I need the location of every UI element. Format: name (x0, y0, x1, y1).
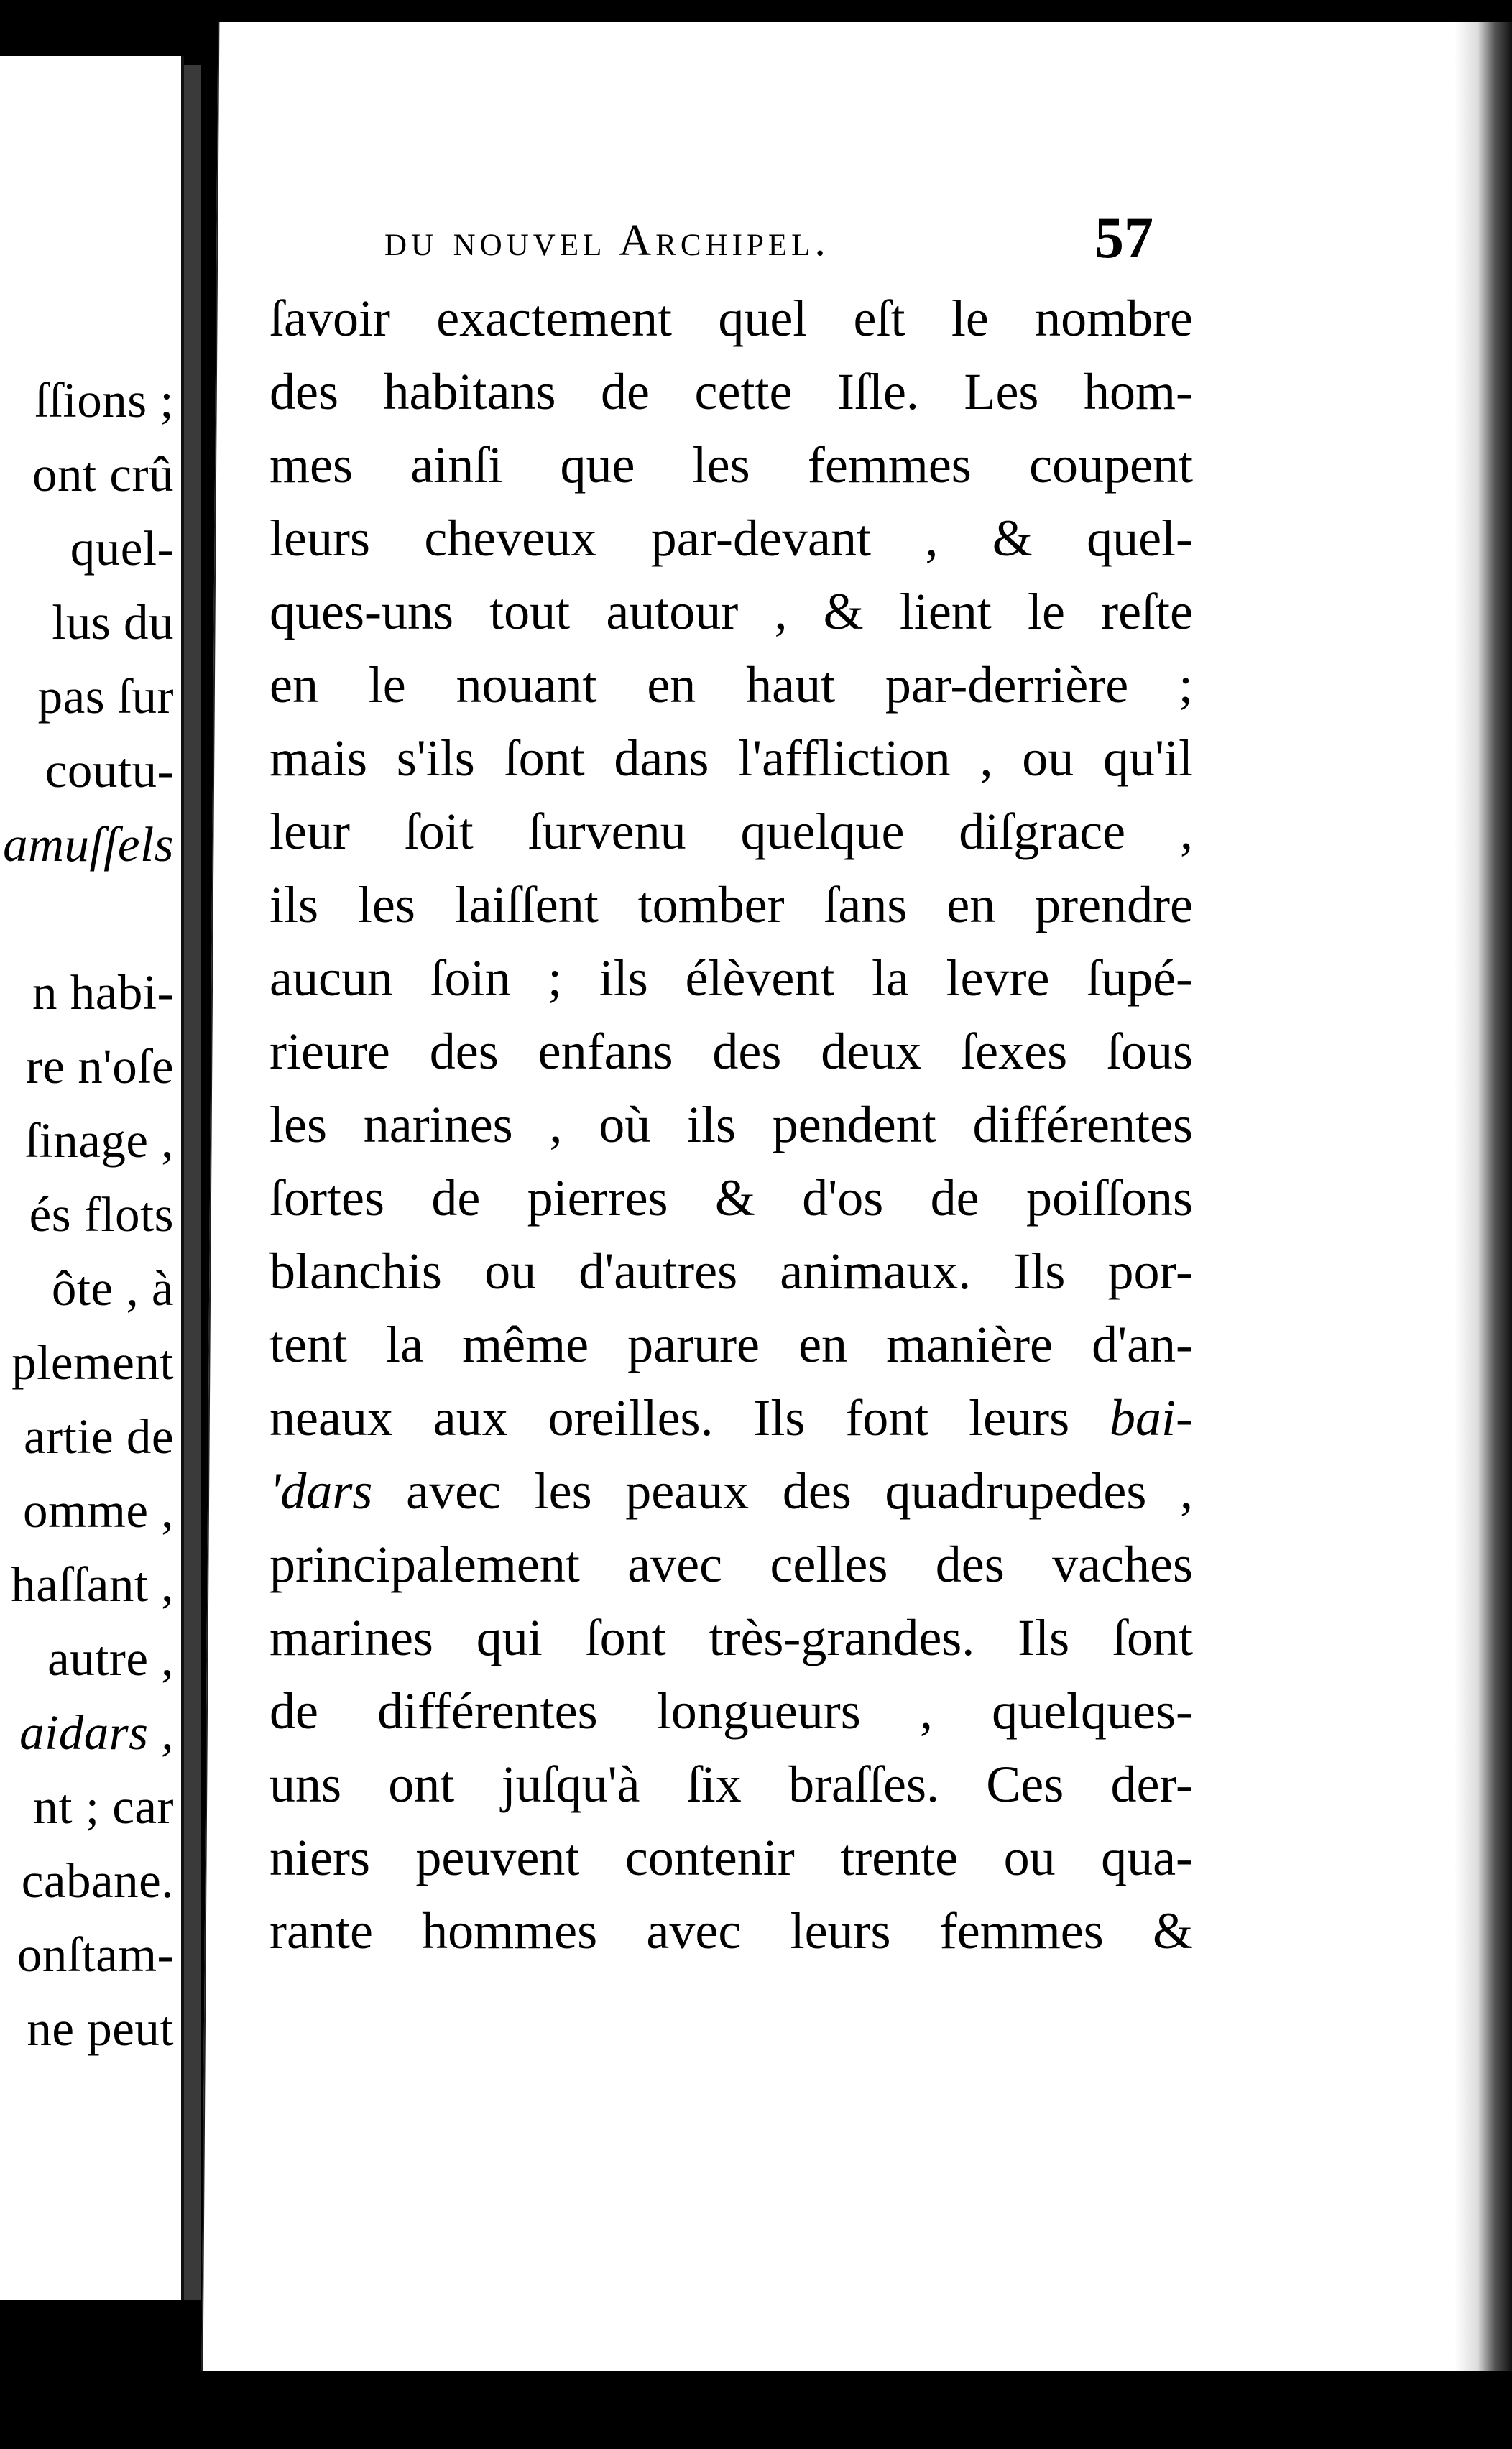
text-line: ques-uns tout autour , & lient le reſte (269, 583, 1193, 640)
text-line: ils les laiſſent tomber ſans en prendre (269, 876, 1193, 933)
text-line: re n'oſe (25, 1039, 174, 1094)
text-line: ſavoir exactement quel eſt le nombre (269, 290, 1193, 347)
text-line: leur ſoit ſurvenu quelque diſgrace , (269, 803, 1193, 860)
text-line: tent la même parure en manière d'an- (269, 1316, 1193, 1373)
text-line: niers peuvent contenir trente ou qua- (269, 1829, 1193, 1886)
text-line: mais s'ils ſont dans l'affliction , ou qu'il (269, 729, 1193, 787)
text-line: cabane. (21, 1853, 174, 1908)
text-line: blanchis ou d'autres animaux. Ils por- (269, 1242, 1193, 1300)
text-line: autre , (47, 1631, 174, 1686)
text-line: ont crû (32, 447, 174, 502)
page-number: 57 (1094, 205, 1153, 270)
italic-word: bai- (1110, 1389, 1194, 1447)
text-segment: neaux aux oreilles. Ils font leurs (269, 1389, 1070, 1447)
text-line: uns ont juſqu'à ſix braſſes. Ces der- (269, 1756, 1193, 1813)
italic-word: 'dars (269, 1462, 373, 1520)
text-line: pas ſur (37, 669, 174, 724)
text-line: aidars , (19, 1705, 174, 1760)
text-line: plement (11, 1335, 174, 1390)
text-line: és flots (29, 1187, 174, 1242)
running-head (384, 205, 1153, 270)
text-line: omme , (23, 1483, 174, 1538)
text-line: lus du (52, 595, 174, 650)
text-line: n habi- (32, 965, 174, 1020)
page-edge-shadow (1455, 22, 1512, 2371)
text-line: ôte , à (51, 1261, 174, 1316)
previous-page-text (0, 364, 174, 2066)
text-line: nt ; car (33, 1779, 174, 1834)
text-line: de différentes longueurs , quelques- (269, 1682, 1193, 1740)
running-head-title: du nouvel Archipel. (384, 216, 830, 265)
text-line: haſſant , (11, 1557, 174, 1612)
text-line: quel- (70, 521, 174, 576)
text-segment: avec les peaux des quadrupedes , (406, 1462, 1194, 1520)
text-line: les narines , où ils pendent différentes (269, 1096, 1193, 1153)
text-line: des habitans de cette Iſle. Les hom- (269, 363, 1193, 420)
text-line: amuſſels (3, 817, 174, 872)
text-line: rieure des enfans des deux ſexes ſous (269, 1023, 1193, 1080)
previous-page (0, 56, 184, 2300)
blank-line (0, 882, 174, 956)
text-line: ſſions ; (34, 373, 174, 428)
text-line-with-italic (269, 1454, 1193, 1528)
text-line: en le nouant en haut par-derrière ; (269, 656, 1193, 714)
text-line: ne peut (27, 2001, 174, 2056)
text-line: principalement avec celles des vaches (269, 1536, 1193, 1593)
text-line: mes ainſi que les femmes coupent (269, 436, 1193, 494)
text-line: rante hommes avec leurs femmes & (269, 1902, 1193, 1960)
text-line-with-italic (269, 1381, 1193, 1454)
text-line: marines qui ſont très-grandes. Ils ſont (269, 1609, 1193, 1666)
text-line: leurs cheveux par-devant , & quel- (269, 509, 1193, 567)
page-body-text (269, 282, 1193, 1968)
text-line: ſortes de pierres & d'os de poiſſons (269, 1169, 1193, 1227)
text-line: artie de (24, 1409, 174, 1464)
book-gutter (184, 65, 201, 2300)
text-line: onſtam- (17, 1927, 174, 1982)
text-line: ſinage , (24, 1113, 174, 1168)
text-line: aucun ſoin ; ils élèvent la levre ſupé- (269, 949, 1193, 1007)
text-line: coutu- (45, 743, 174, 798)
